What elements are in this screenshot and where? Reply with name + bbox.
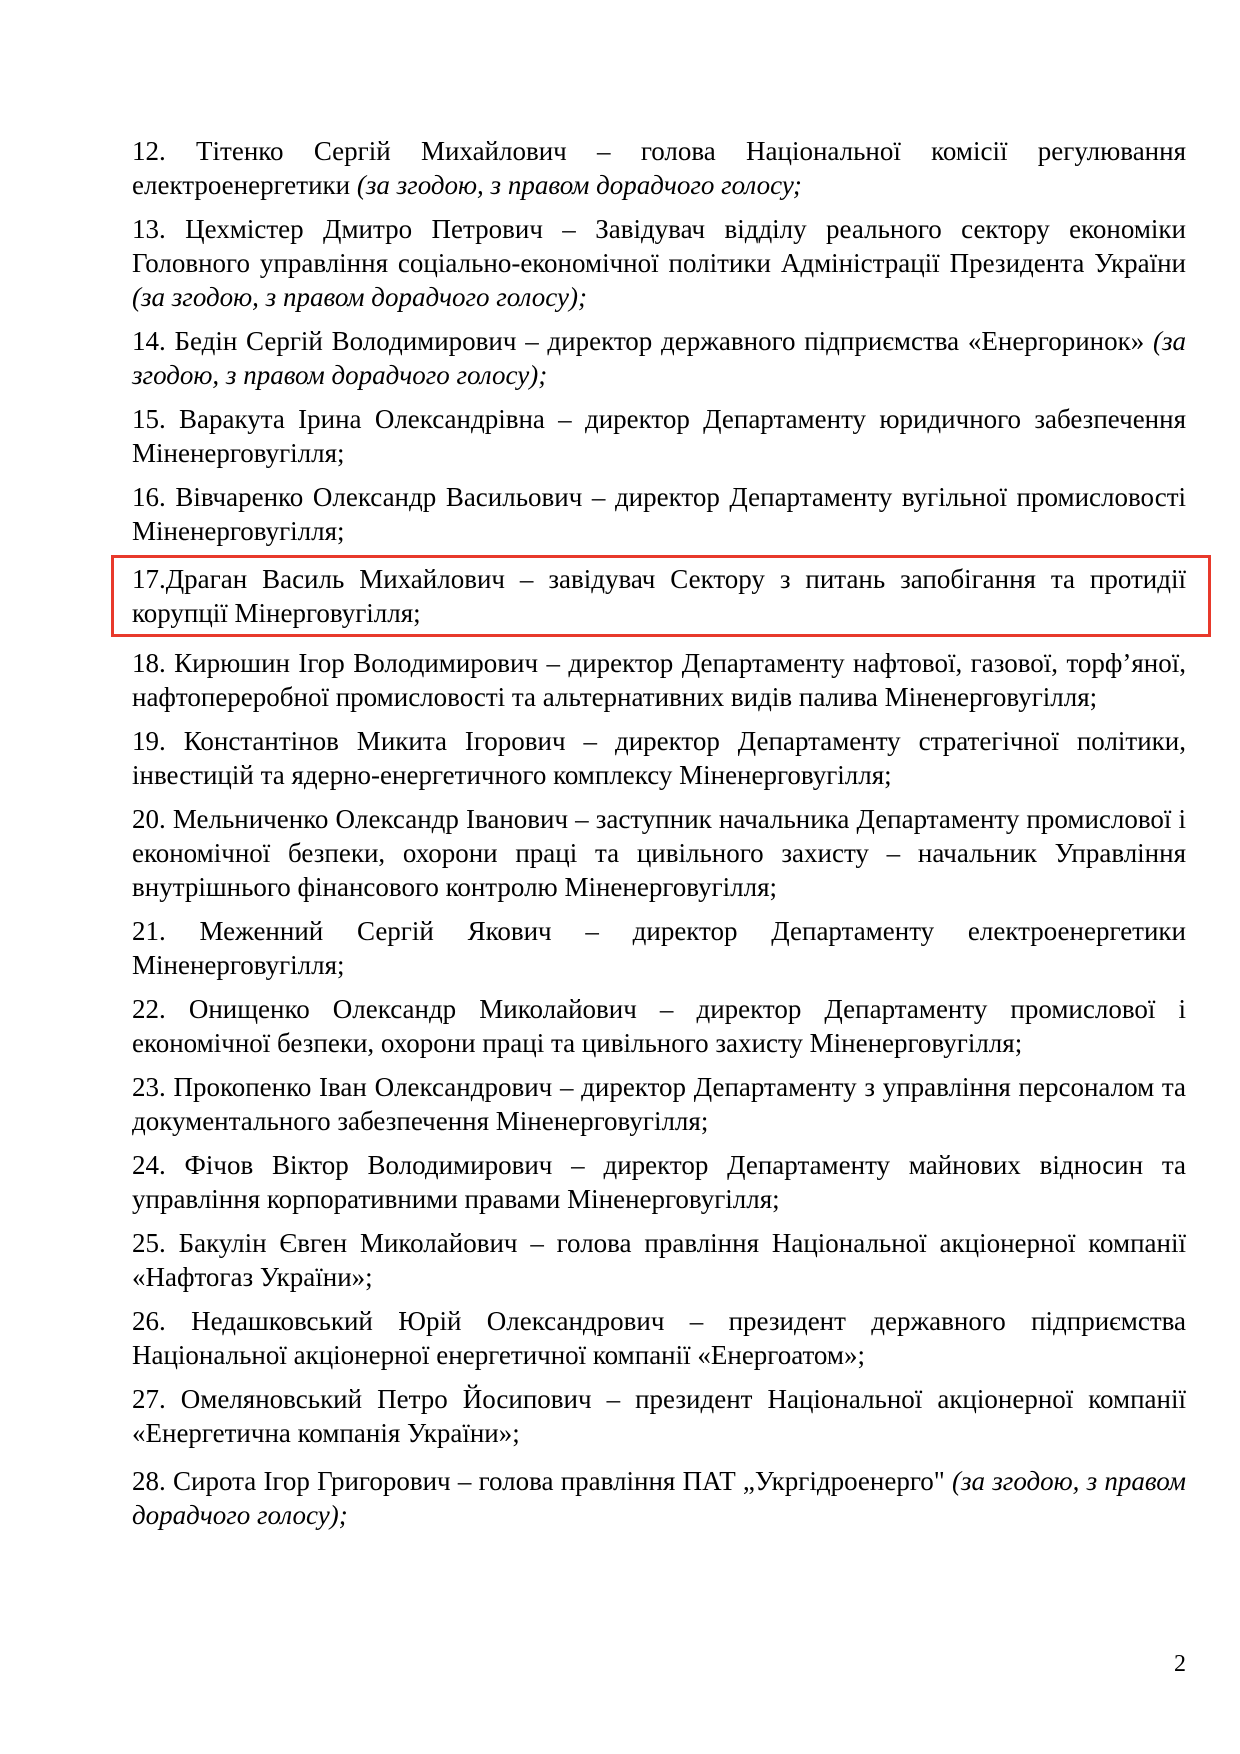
highlighted-list-item	[114, 558, 1208, 634]
list-item	[132, 134, 1186, 202]
item-text: 21. Меженний Сергій Якович – директор Департаменту електроенергетики Міненерговугілля;	[132, 916, 1186, 980]
list-item	[132, 1382, 1186, 1450]
item-text: 13. Цехмістер Дмитро Петрович – Завідувач відділу реального сектору економіки Головного управління соціально-економічної політики Адміністрації Президента України	[132, 214, 1186, 278]
list-item	[132, 992, 1186, 1060]
item-text: 17.Драган Василь Михайлович – завідувач Сектору з питань запобігання та протидії корупції Мінерговугілля;	[132, 564, 1186, 628]
list-item	[132, 1464, 1186, 1532]
item-text: 22. Онищенко Олександр Миколайович – директор Департаменту промислової і економічної безпеки, охорони праці та цивільного захисту Міненерговугілля;	[132, 994, 1186, 1058]
item-text: 25. Бакулін Євген Миколайович – голова правління Національної акціонерної компанії «Нафтогаз України»;	[132, 1228, 1186, 1292]
item-text: 12. Тітенко Сергій Михайлович – голова Національної комісії регулювання електроенергетики	[132, 136, 1186, 200]
item-text: 15. Варакута Ірина Олександрівна – директор Департаменту юридичного забезпечення Міненерговугілля;	[132, 404, 1186, 468]
list-item	[132, 1148, 1186, 1216]
item-note: (за згодою, з правом дорадчого голосу);	[132, 1466, 1186, 1530]
list-item	[132, 724, 1186, 792]
item-text: 24. Фічов Віктор Володимирович – директор Департаменту майнових відносин та управління корпоративними правами Міненерговугілля;	[132, 1150, 1186, 1214]
list-item	[132, 324, 1186, 392]
item-note: (за згодою, з правом дорадчого голосу;	[356, 170, 802, 200]
item-text: 19. Константінов Микита Ігорович – директор Департаменту стратегічної політики, інвестицій та ядерно-енергетичного комплексу Міненерговугілля;	[132, 726, 1186, 790]
item-note: (за згодою, з правом дорадчого голосу);	[132, 282, 587, 312]
list-item	[132, 402, 1186, 470]
item-text: 16. Вівчаренко Олександр Васильович – директор Департаменту вугільної промисловості Міненерговугілля;	[132, 482, 1186, 546]
list-item	[132, 914, 1186, 982]
list-item	[132, 1304, 1186, 1372]
list-item	[132, 646, 1186, 714]
item-text: 23. Прокопенко Іван Олександрович – директор Департаменту з управління персоналом та документального забезпечення Міненерговугілля;	[132, 1072, 1186, 1136]
page-number: 2	[1174, 1651, 1186, 1677]
list-item	[132, 1070, 1186, 1138]
item-note: (за згодою, з правом дорадчого голосу);	[132, 326, 1186, 390]
list-item	[132, 212, 1186, 314]
list-item	[132, 480, 1186, 548]
item-text: 28. Сирота Ігор Григорович – голова правління ПАТ „Укргідроенерго"	[132, 1466, 952, 1496]
list-item	[132, 1226, 1186, 1294]
item-text: 27. Омеляновський Петро Йосипович – президент Національної акціонерної компанії «Енергетична компанія України»;	[132, 1384, 1186, 1448]
item-text: 20. Мельниченко Олександр Іванович – заступник начальника Департаменту промислової і економічної безпеки, охорони праці та цивільного захисту – начальник Управління внутрішнього фінансового контролю Міненерговугілля;	[132, 804, 1186, 902]
item-text: 26. Недашковський Юрій Олександрович – президент державного підприємства Національної акціонерної енергетичної компанії «Енергоатом»;	[132, 1306, 1186, 1370]
list-item	[132, 802, 1186, 904]
item-text: 18. Кирюшин Ігор Володимирович – директор Департаменту нафтової, газової, торф’яної, нафтопереробної промисловості та альтернативних видів палива Міненерговугілля;	[132, 648, 1186, 712]
member-list	[132, 134, 1186, 1542]
item-text: 14. Бедін Сергій Володимирович – директор державного підприємства «Енергоринок»	[132, 326, 1153, 356]
